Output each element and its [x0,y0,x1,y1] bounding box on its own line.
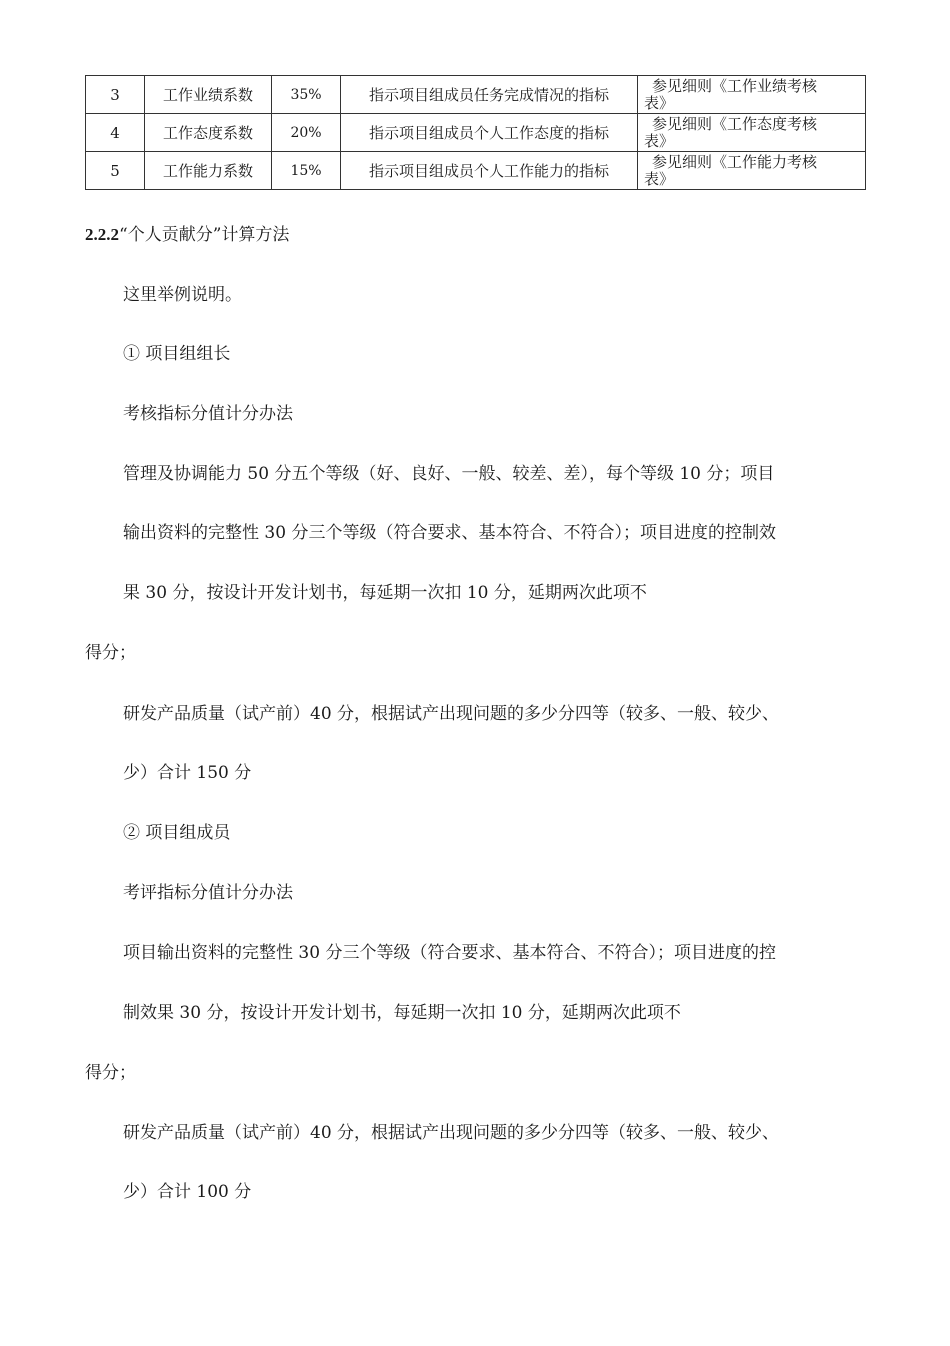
leader-paragraph-line: 管理及协调能力 50 分五个等级（好、良好、一般、较差、差），每个等级 10 分；项目 [123,464,775,484]
leader-quality-line: 少）合计 150 分 [123,763,252,783]
leader-paragraph-line: 果 30 分，按设计开发计划书，每延期一次扣 10 分，延期两次此项不 [123,583,647,603]
member-quality-line: 研发产品质量（试产前）40 分，根据试产出现问题的多少分四等（较多、一般、较少、 [123,1123,780,1143]
member-paragraph-line: 制效果 30 分，按设计开发计划书，每延期一次扣 10 分，延期两次此项不 [123,1003,681,1023]
coefficient-weight: 15% [272,152,341,190]
member-heading: ② 项目组成员 [123,823,231,843]
member-method-title: 考评指标分值计分办法 [123,883,293,903]
coefficient-name: 工作态度系数 [145,114,272,152]
reference-line-1: 参见细则《工作态度考核 [652,114,818,133]
member-paragraph-line: 得分； [85,1063,136,1083]
row-number: 4 [86,114,145,152]
coefficient-description: 指示项目组成员个人工作态度的指标 [341,114,638,152]
coefficient-reference [638,76,866,114]
leader-quality-line: 研发产品质量（试产前）40 分，根据试产出现问题的多少分四等（较多、一般、较少、 [123,704,780,724]
section-heading [85,224,289,246]
reference-line-1: 参见细则《工作能力考核 [652,152,818,171]
coefficient-description: 指示项目组成员任务完成情况的指标 [341,76,638,114]
intro-paragraph: 这里举例说明。 [123,285,242,305]
coefficient-reference [638,152,866,190]
reference-line-2: 表》 [644,131,675,150]
reference-line-2: 表》 [644,169,675,188]
coefficient-description: 指示项目组成员个人工作能力的指标 [341,152,638,190]
leader-heading: ① 项目组组长 [123,344,231,364]
section-title: “个人贡献分”计算方法 [119,225,290,245]
leader-method-title: 考核指标分值计分办法 [123,404,293,424]
coefficient-table [85,75,866,190]
table-row [86,76,866,114]
table-row [86,152,866,190]
row-number: 5 [86,152,145,190]
coefficient-weight: 35% [272,76,341,114]
coefficient-reference [638,114,866,152]
coefficient-weight: 20% [272,114,341,152]
coefficient-name: 工作业绩系数 [145,76,272,114]
member-paragraph-line: 项目输出资料的完整性 30 分三个等级（符合要求、基本符合、不符合）；项目进度的控 [123,943,776,963]
row-number: 3 [86,76,145,114]
section-number: 2.2.2 [85,225,119,244]
leader-paragraph-line: 得分； [85,643,136,663]
reference-line-1: 参见细则《工作业绩考核 [652,76,818,95]
member-quality-line: 少）合计 100 分 [123,1182,252,1202]
coefficient-name: 工作能力系数 [145,152,272,190]
table-row [86,114,866,152]
leader-paragraph-line: 输出资料的完整性 30 分三个等级（符合要求、基本符合、不符合）；项目进度的控制效 [123,523,776,543]
reference-line-2: 表》 [644,93,675,112]
